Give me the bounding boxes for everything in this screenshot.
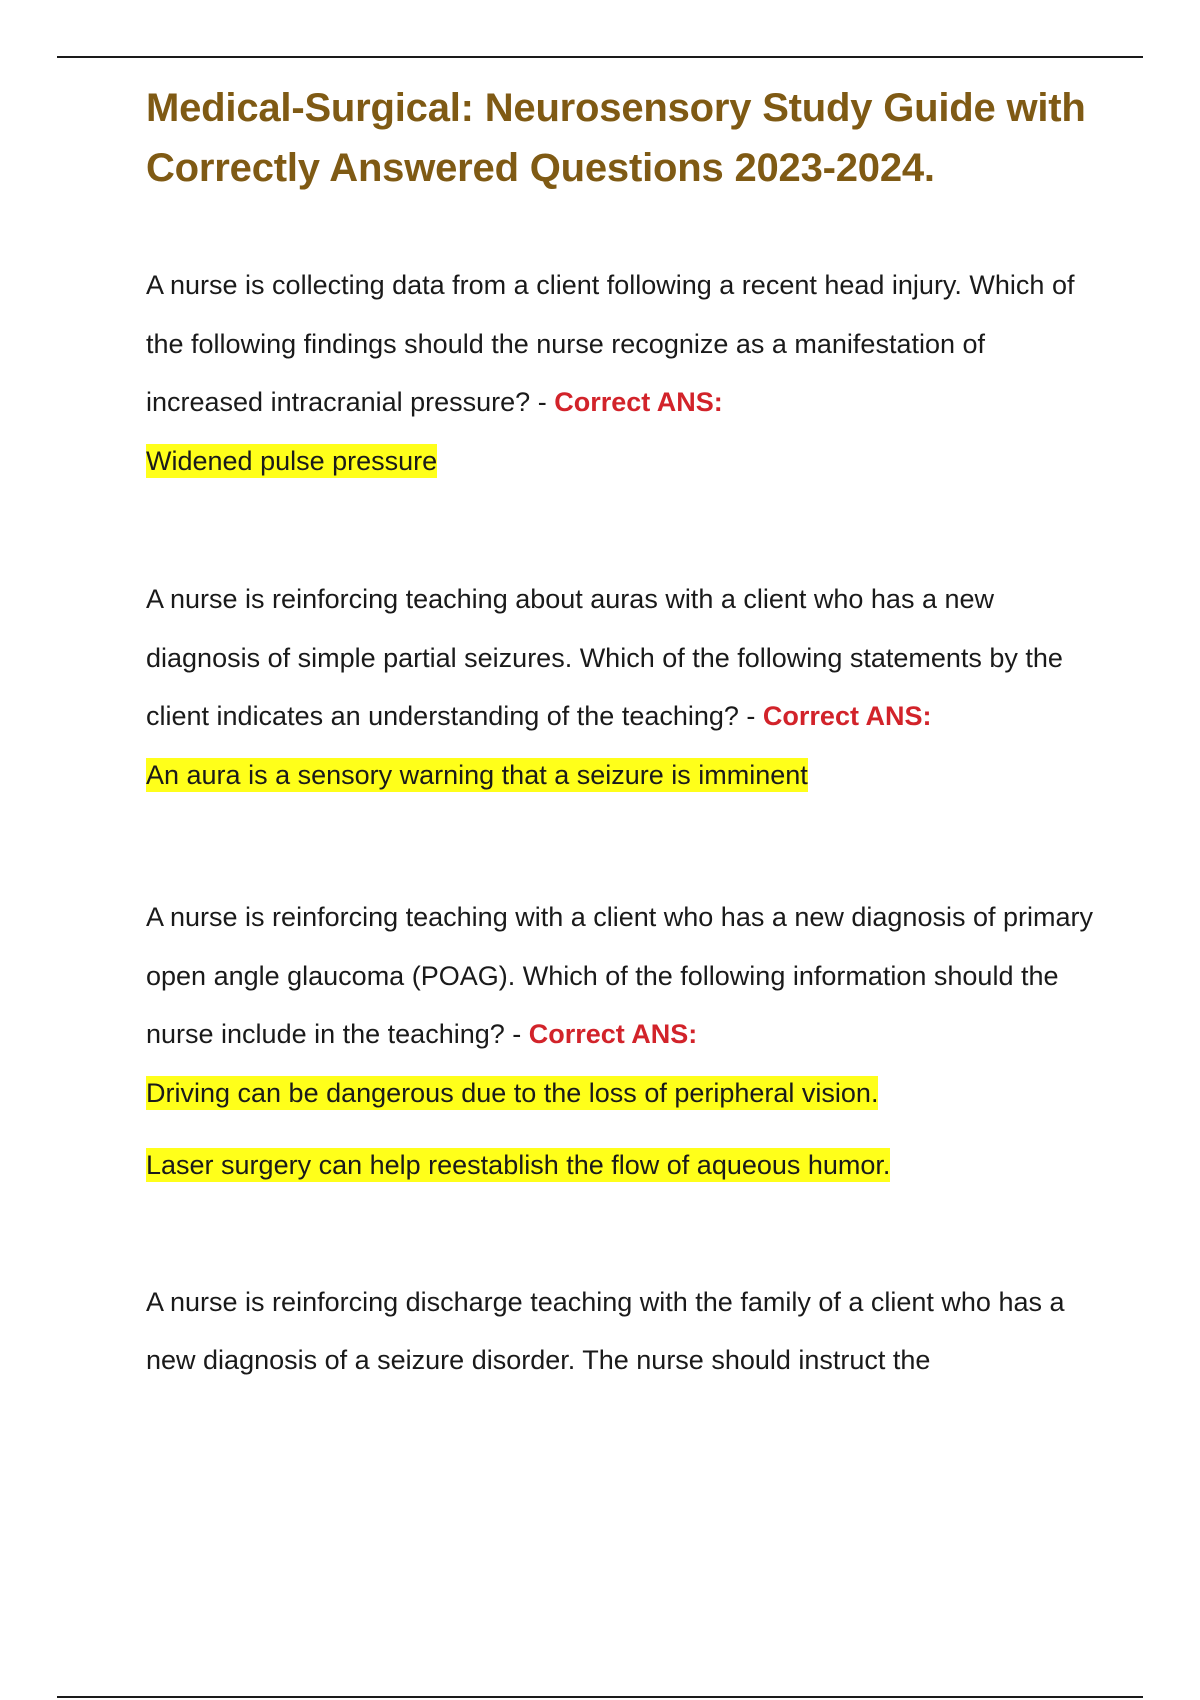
correct-answer-label: Correct ANS: — [762, 701, 932, 731]
question-item-3 — [146, 888, 1096, 1195]
question-text: A nurse is reinforcing teaching about auras with a client who has a new diagnosis of simple partial seizures. Which of the following statements by the client indicates an understanding of the teaching? — [146, 584, 1063, 731]
highlighted-answer: Driving can be dangerous due to the loss of peripheral vision. — [146, 1077, 879, 1108]
correct-answer-label: Correct ANS: — [554, 387, 723, 417]
answer-list — [146, 746, 1096, 805]
document-page — [146, 78, 1096, 1470]
question-text: A nurse is reinforcing teaching with a client who has a new diagnosis of primary open angle glaucoma (POAG). Which of the following information should the nurse include in the teaching? — [146, 902, 1093, 1049]
top-rule — [57, 56, 1143, 58]
question-list — [146, 256, 1096, 1390]
correct-answer-label: Correct ANS: — [528, 1019, 698, 1049]
highlighted-answer: Widened pulse pressure — [146, 445, 438, 476]
answer-list — [146, 1064, 1096, 1195]
answer-separator: - — [738, 701, 763, 731]
highlighted-answer: Laser surgery can help reestablish the flow of aqueous humor. — [146, 1150, 891, 1180]
question-item-2 — [146, 570, 1096, 804]
answer-separator: - — [530, 387, 555, 417]
document-title: Medical-Surgical: Neurosensory Study Guide with Correctly Answered Questions 2023-2024. — [146, 86, 1086, 190]
question-item-4 — [146, 1273, 1096, 1390]
question-text: A nurse is collecting data from a client following a recent head injury. Which of the following findings should the nurse recognize as a manifestation of increased intracranial pressure? — [146, 270, 1075, 417]
question-item-1 — [146, 256, 1096, 490]
bottom-rule — [57, 1696, 1143, 1698]
highlighted-answer: An aura is a sensory warning that a seizure is imminent — [146, 759, 808, 790]
answer-separator: - — [504, 1019, 529, 1049]
answer-list — [146, 432, 1096, 491]
question-text: A nurse is reinforcing discharge teaching with the family of a client who has a new diagnosis of a seizure disorder. The nurse should instruct the — [146, 1286, 1065, 1375]
